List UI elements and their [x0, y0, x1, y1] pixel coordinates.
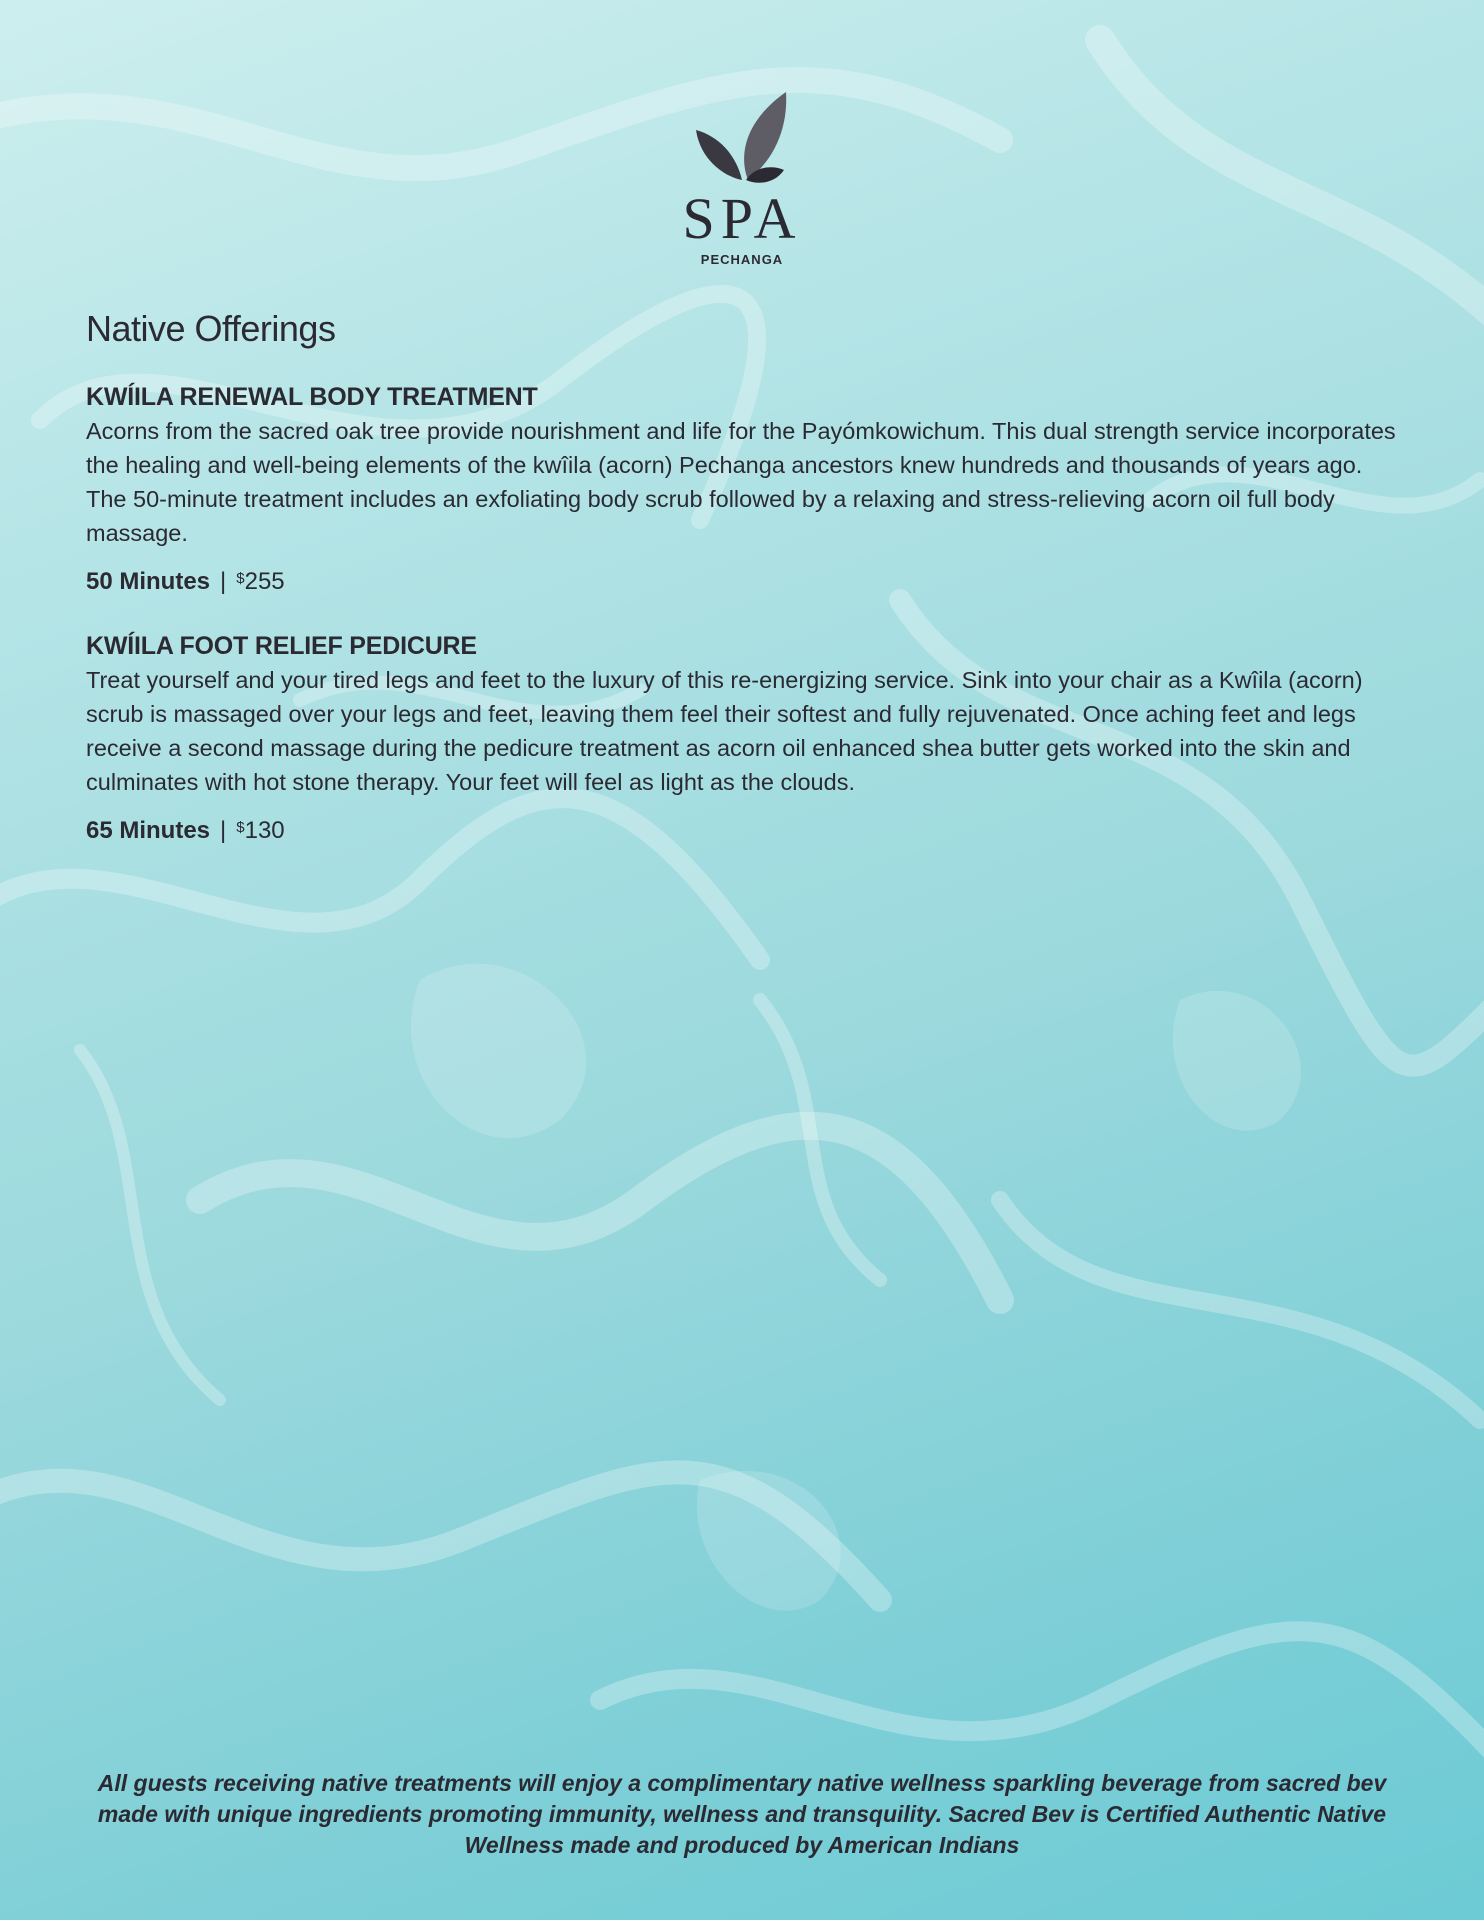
meta-separator: | — [220, 817, 227, 844]
leaves-icon — [694, 88, 790, 186]
service-item — [86, 629, 1406, 848]
service-price: 130 — [244, 817, 285, 844]
service-price: 255 — [244, 568, 285, 595]
logo-subtitle: PECHANGA — [700, 252, 784, 267]
service-description: Treat yourself and your tired legs and feet to the luxury of this re-energizing service. Sink into your chair as a Kwîila (acorn) scrub is massaged over your legs and feet, leaving them feel their softest and fully rejuvenated. Once aching feet and legs receive a second massage during the pedicure treatment as acorn oil enhanced shea butter gets worked into the skin and culminates with hot stone therapy. Your feet will feel as light as the clouds. — [86, 667, 1363, 795]
spa-logo — [662, 88, 822, 267]
service-name: KWÍILA RENEWAL BODY TREATMENT — [86, 383, 538, 411]
service-duration: 50 Minutes — [86, 568, 211, 595]
offerings-content — [86, 308, 1406, 878]
price-currency: $ — [236, 819, 245, 836]
service-duration: 65 Minutes — [86, 817, 211, 844]
price-currency: $ — [236, 570, 245, 587]
service-name: KWÍILA FOOT RELIEF PEDICURE — [86, 632, 477, 660]
service-meta — [86, 562, 1406, 599]
footer-note: All guests receiving native treatments will enjoy a complimentary native wellness sparkling beverage from sacred bev made with unique ingredients promoting immunity, wellness and transquility. Sacred Bev is Certified Authentic Native Wellness made and produced by American Indians — [97, 1770, 1387, 1858]
service-item — [86, 380, 1406, 599]
section-title: Native Offerings — [86, 308, 336, 349]
service-meta — [86, 811, 1406, 848]
meta-separator: | — [220, 568, 227, 595]
service-description: Acorns from the sacred oak tree provide nourishment and life for the Payómkowichum. This dual strength service incorporates the healing and well-being elements of the kwîila (acorn) Pechanga ancestors knew hundreds and thousands of years ago. The 50-minute treatment includes an exfoliating body scrub followed by a relaxing and stress-relieving acorn oil full body massage. — [86, 418, 1396, 546]
logo-wordmark: SPA — [682, 186, 802, 251]
